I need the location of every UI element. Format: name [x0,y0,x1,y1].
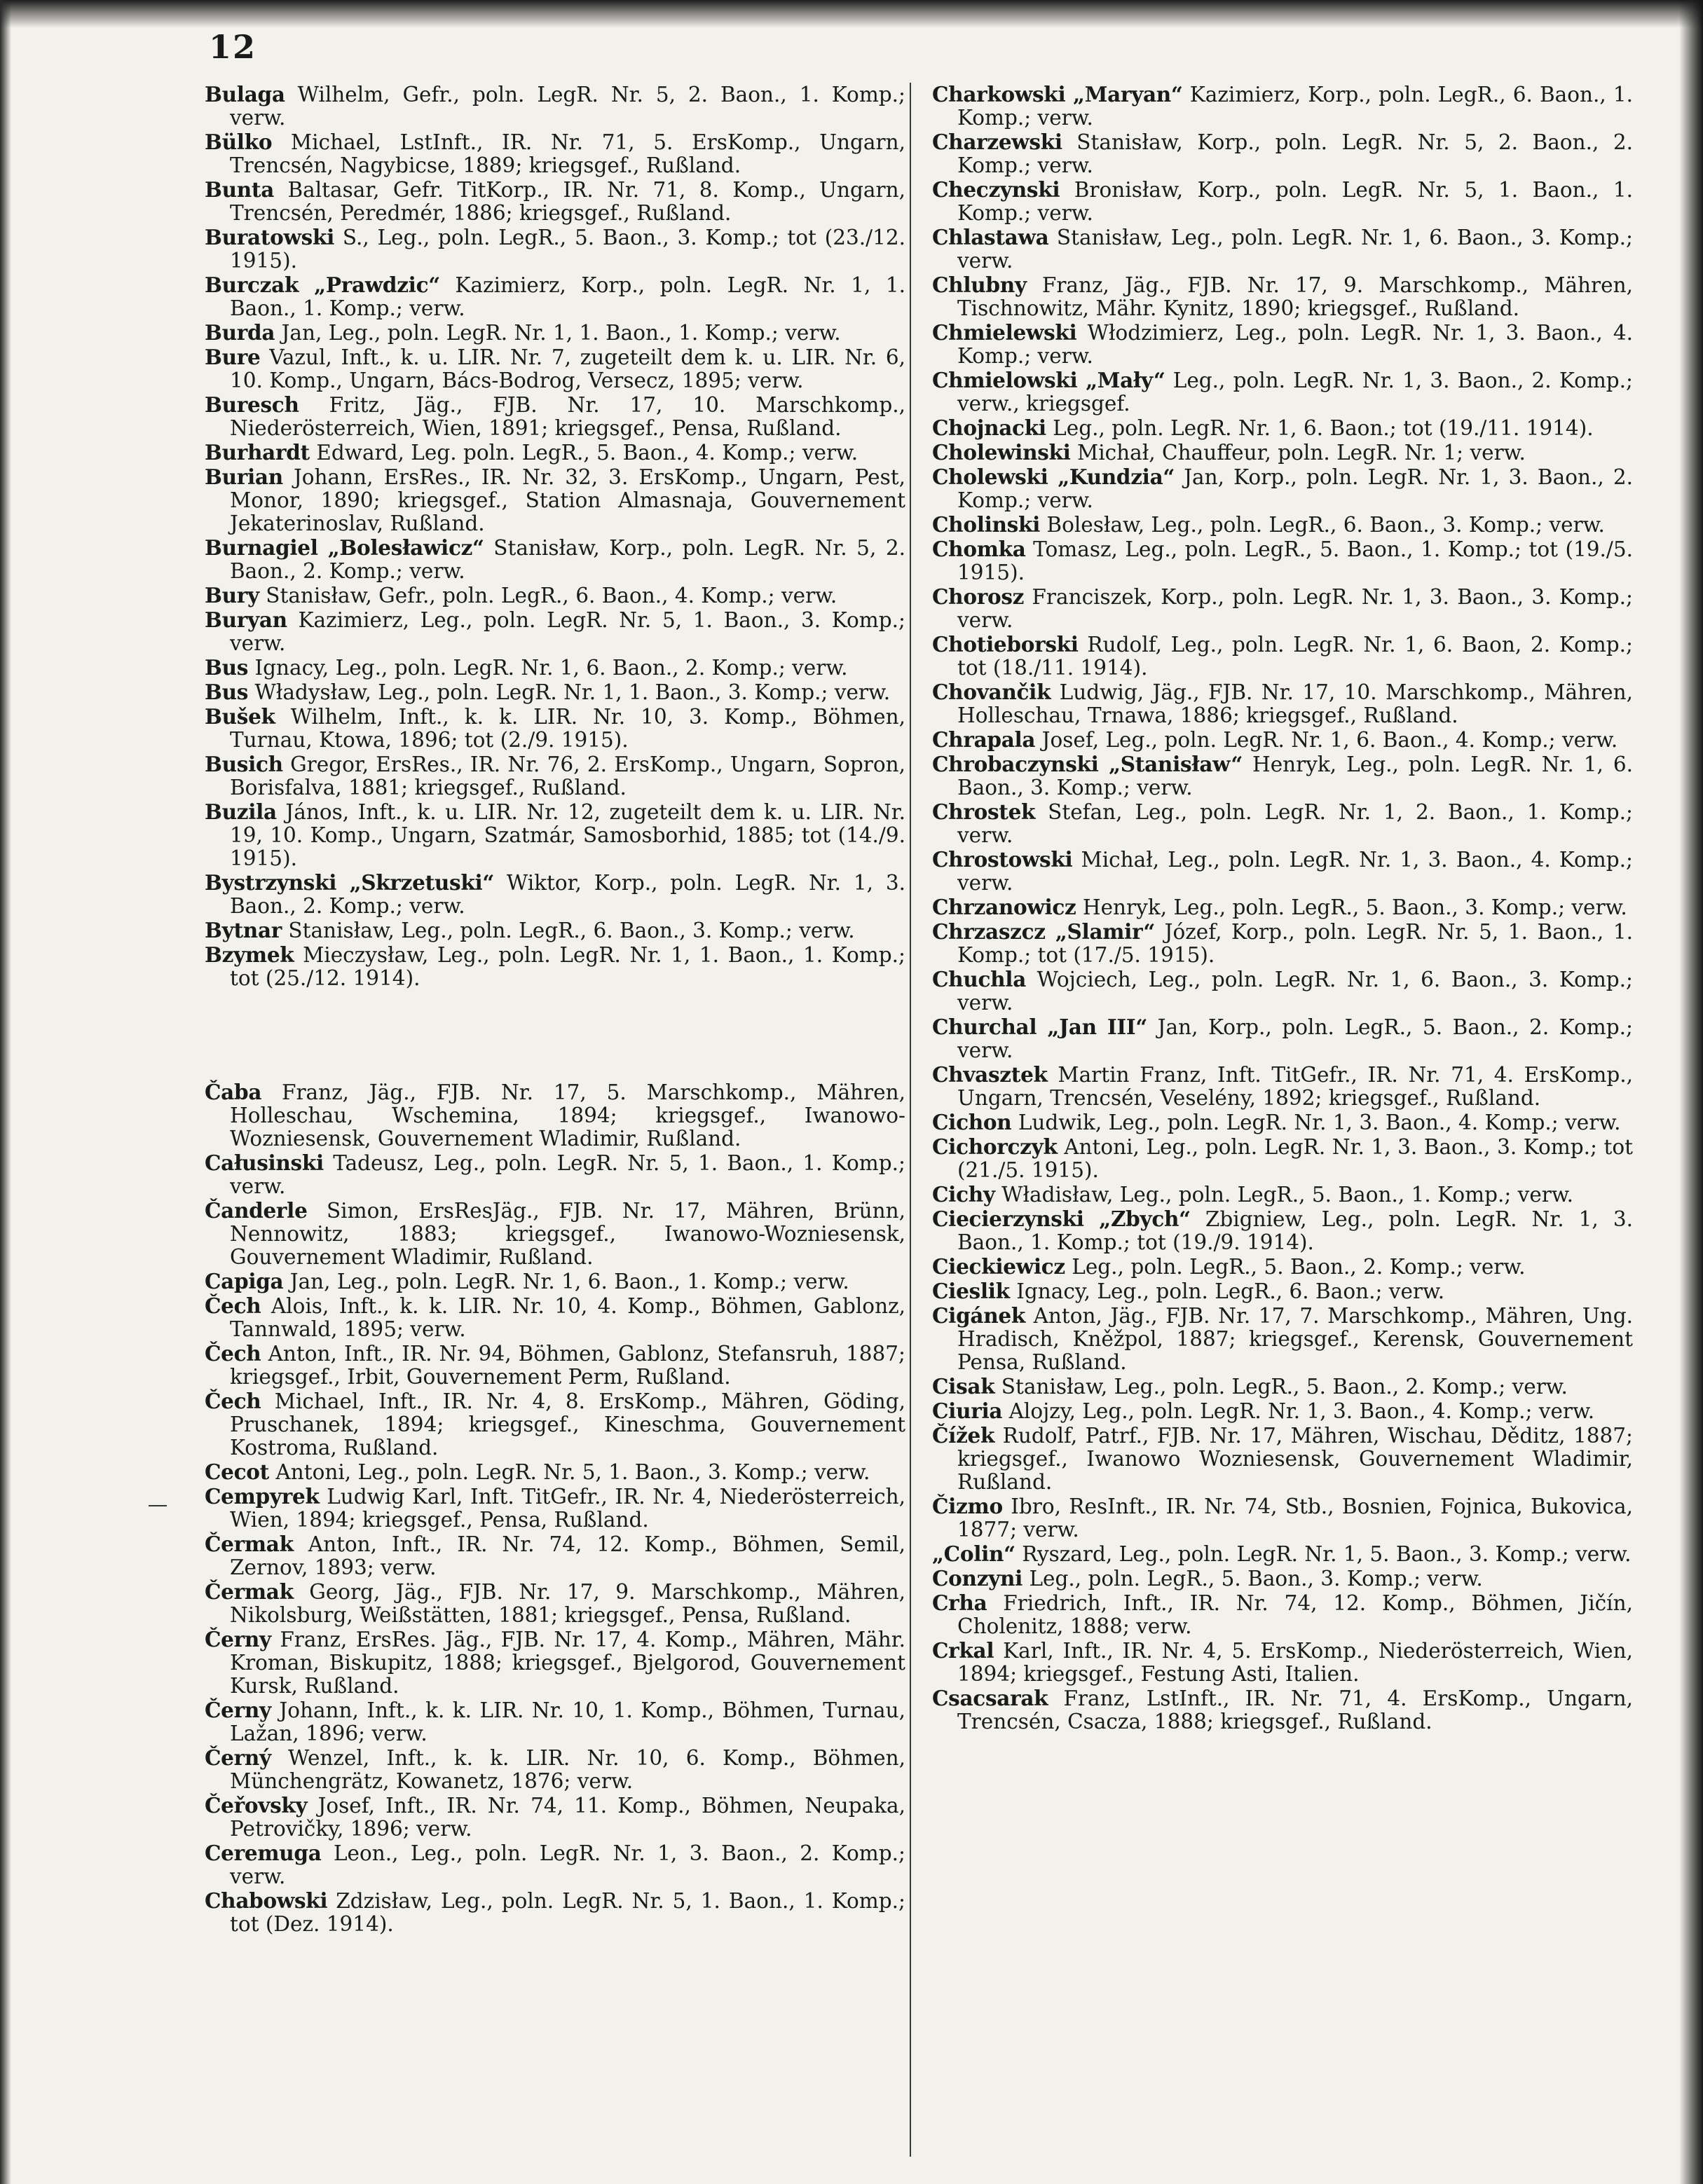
entry-surname: Busich [205,752,283,776]
right-column [932,83,1633,1734]
left-column [205,83,905,1937]
entry-details: Ibro, ResInft., IR. Nr. 74, Stb., Bosnien, Fojnica, Bukovica, 1877; verw. [957,1495,1633,1541]
entry-details: Tadeusz, Leg., poln. LegR. Nr. 5, 1. Baon., 1. Komp.; verw. [230,1151,905,1198]
entry-surname: Churchal „Jan III“ [932,1015,1148,1039]
entry-details: Martin Franz, Inft. TitGefr., IR. Nr. 71, 4. ErsKomp., Ungarn, Trencsén, Veselény, 1892; kriegsgef., Rußland. [957,1063,1633,1110]
entry-details: Ignacy, Leg., poln. LegR. Nr. 1, 6. Baon., 2. Komp.; verw. [254,656,848,680]
entry-details: Henryk, Leg., poln. LegR. Nr. 1, 6. Baon., 3. Komp.; verw. [957,753,1633,799]
register-entry [205,393,905,440]
entry-surname: Bure [205,345,261,369]
register-entry [932,968,1633,1015]
margin-mark [149,1505,167,1506]
register-entry [932,178,1633,225]
register-entry [932,680,1633,727]
entry-surname: Buryan [205,607,287,632]
scan-edge-top [0,0,1703,28]
register-entry [932,1591,1633,1638]
register-entry [932,465,1633,512]
entry-details: Stanisław, Gefr., poln. LegR., 6. Baon., 4. Komp.; verw. [266,584,837,607]
entry-details: Anton, Jäg., FJB. Nr. 17, 7. Marschkomp., Mähren, Ung. Hradisch, Kněžpol, 1887; kriegsgef., Kerensk, Gouvernement Pensa, Rußland. [957,1304,1633,1374]
entry-details: Stanisław, Leg., poln. LegR., 6. Baon., 3. Komp.; verw. [288,919,855,942]
entry-surname: Burczak „Prawdzic“ [205,273,440,297]
entry-surname: Cichorczyk [932,1134,1058,1159]
entry-surname: Capiga [205,1269,284,1293]
entry-surname: Čermak [205,1532,294,1556]
entry-details: Karl, Inft., IR. Nr. 4, 5. ErsKomp., Niederösterreich, Wien, 1894; kriegsgef., Festung Asti, Italien. [957,1639,1633,1686]
entry-surname: Burda [205,320,275,345]
register-entry [205,1460,905,1484]
entry-details: Ludwig Karl, Inft. TitGefr., IR. Nr. 4, Niederösterreich, Wien, 1894; kriegsgef., Pensa, Rußland. [230,1485,905,1532]
register-entry [932,1111,1633,1134]
entry-details: Rudolf, Leg., poln. LegR. Nr. 1, 6. Baon, 2. Komp.; tot (18./11. 1914). [957,633,1633,680]
entry-details: Simon, ErsResJäg., FJB. Nr. 17, Mähren, Brünn, Nennowitz, 1883; kriegsgef., Iwanowo-Wozniesensk, Gouvernement Wladimir, Rußland. [230,1199,905,1269]
entry-surname: Checzynski [932,177,1060,202]
entry-surname: Čanderle [205,1198,308,1223]
register-entry [932,895,1633,919]
register-entry [932,1687,1633,1733]
entry-surname: Cisak [932,1374,995,1399]
register-entry [205,1746,905,1793]
entry-details: Zdzisław, Leg., poln. LegR. Nr. 5, 1. Baon., 1. Komp.; tot (Dez. 1914). [230,1889,905,1936]
entry-surname: Chrostowski [932,847,1073,872]
register-entry [205,1841,905,1888]
register-entry [932,1375,1633,1399]
register-entry [932,416,1633,440]
register-entry [205,83,905,130]
register-entry [205,1342,905,1389]
entry-surname: Buresch [205,392,299,417]
register-entry [205,753,905,799]
register-entry [932,83,1633,130]
entry-surname: Cieckiewicz [932,1254,1065,1279]
register-entry [205,536,905,583]
entry-surname: Crha [932,1591,987,1615]
register-entry [932,1304,1633,1374]
entry-surname: Chrobaczynski „Stanisław“ [932,752,1243,776]
entry-details: Wilhelm, Gefr., poln. LegR. Nr. 5, 2. Baon., 1. Komp.; verw. [230,83,905,130]
entry-details: Jan, Korp., poln. LegR., 5. Baon., 2. Komp.; verw. [957,1015,1633,1062]
register-entry [205,345,905,392]
entry-details: Fritz, Jäg., FJB. Nr. 17, 10. Marschkomp., Niederösterreich, Wien, 1891; kriegsgef., Pensa, Rußland. [230,393,905,440]
entry-details: Ludwig, Jäg., FJB. Nr. 17, 10. Marschkomp., Mähren, Holleschau, Trnawa, 1886; kriegsgef., Rußland. [957,680,1633,727]
register-entry [205,943,905,990]
entry-surname: Chrzanowicz [932,895,1076,919]
entry-details: Franz, Jäg., FJB. Nr. 17, 5. Marschkomp., Mähren, Holleschau, Wschemina, 1894; kriegsgef., Iwanowo-Wozniesensk, Gouvernement Wladimir, Rußland. [230,1080,905,1151]
register-entry [932,1255,1633,1279]
entry-surname: Bunta [205,177,275,202]
register-entry [205,1532,905,1579]
entry-surname: Buratowski [205,225,334,249]
entry-surname: Chotieborski [932,632,1079,657]
entry-surname: Ciecierzynski „Zbych“ [932,1207,1191,1231]
entry-details: Wiktor, Korp., poln. LegR. Nr. 1, 3. Baon., 2. Komp.; verw. [230,871,905,918]
scan-edge-right [1679,0,1703,2184]
register-entry [932,369,1633,415]
register-entry [932,848,1633,895]
entry-details: Georg, Jäg., FJB. Nr. 17, 9. Marschkomp., Mähren, Nikolsburg, Weißstätten, 1881; kriegsgef., Pensa, Rußland. [230,1580,905,1627]
entry-surname: Chmielowski „Mały“ [932,368,1165,392]
entry-details: Vazul, Inft., k. u. LIR. Nr. 7, zugeteilt dem k. u. LIR. Nr. 6, 10. Komp., Ungarn, Bács-Bodrog, Versecz, 1895; verw. [230,345,905,392]
entry-details: Antoni, Leg., poln. LegR. Nr. 1, 3. Baon., 3. Komp.; tot (21./5. 1915). [957,1135,1633,1182]
register-entry [932,1542,1633,1566]
register-entry [932,1063,1633,1110]
register-entry [205,321,905,345]
entry-surname: Bytnar [205,918,282,942]
register-entry [932,1424,1633,1494]
entry-details: Stanisław, Korp., poln. LegR. Nr. 5, 2. Baon., 2. Komp.; verw. [230,536,905,583]
entry-details: Ludwik, Leg., poln. LegR. Nr. 1, 3. Baon., 4. Komp.; verw. [1018,1111,1621,1134]
register-entry [205,656,905,680]
entry-details: Franciszek, Korp., poln. LegR. Nr. 1, 3. Baon., 3. Komp.; verw. [957,585,1633,632]
register-entry [205,1270,905,1293]
register-entry [932,273,1633,320]
register-entry [932,1183,1633,1207]
entry-surname: Chmielewski [932,320,1077,345]
register-entry [205,1485,905,1532]
entry-surname: Cichy [932,1182,995,1207]
entry-surname: Čech [205,1293,261,1318]
register-entry [932,1495,1633,1541]
entry-details: Władysław, Leg., poln. LegR. Nr. 1, 1. Baon., 3. Komp.; verw. [254,680,891,704]
entry-details: Mieczysław, Leg., poln. LegR. Nr. 1, 1. Baon., 1. Komp.; tot (25./12. 1914). [230,943,905,990]
entry-details: Edward, Leg. poln. LegR., 5. Baon., 4. Komp.; verw. [316,441,859,465]
register-entry [932,1639,1633,1686]
register-entry [205,1628,905,1698]
entry-surname: Ciuria [932,1399,1003,1423]
entry-surname: Čech [205,1389,261,1413]
entry-details: Stefan, Leg., poln. LegR. Nr. 1, 2. Baon., 1. Komp.; verw. [957,800,1633,847]
entry-details: Stanisław, Korp., poln. LegR. Nr. 5, 2. Baon., 2. Komp.; verw. [957,130,1633,177]
register-entry [932,130,1633,177]
entry-surname: Burnagiel „Bolesławicz“ [205,535,484,560]
entry-details: Zbigniew, Leg., poln. LegR. Nr. 1, 3. Baon., 1. Komp.; tot (19./9. 1914). [957,1207,1633,1254]
register-entry [205,608,905,655]
entry-surname: Chlubny [932,273,1027,297]
entry-surname: Conzyni [932,1566,1023,1591]
entry-details: Jan, Leg., poln. LegR. Nr. 1, 6. Baon., 1. Komp.; verw. [289,1270,849,1293]
entry-surname: Cichon [932,1110,1012,1134]
register-entry [205,226,905,273]
entry-surname: Chrapala [932,727,1036,752]
entry-details: Leg., poln. LegR. Nr. 1, 6. Baon.; tot (19./11. 1914). [1053,416,1594,440]
register-entry [932,226,1633,273]
register-entry [932,585,1633,632]
register-entry [205,1199,905,1269]
entry-surname: Buzila [205,799,277,824]
register-entry [205,441,905,465]
register-entry [205,1698,905,1745]
register-entry [205,680,905,704]
register-entry [205,273,905,320]
entry-details: Johann, ErsRes., IR. Nr. 32, 3. ErsKomp., Ungarn, Pest, Monor, 1890; kriegsgef., Station Almasnaja, Gouvernement Jekaterinoslav, Rußland. [230,465,905,535]
entry-details: Kazimierz, Leg., poln. LegR. Nr. 5, 1. Baon., 3. Komp.; verw. [230,608,905,655]
entry-surname: Cigánek [932,1303,1025,1328]
register-entry [932,633,1633,680]
entry-details: Bolesław, Leg., poln. LegR., 6. Baon., 3. Komp.; verw. [1046,513,1605,537]
entry-details: Leon., Leg., poln. LegR. Nr. 1, 3. Baon., 2. Komp.; verw. [230,1841,905,1888]
entry-details: Tomasz, Leg., poln. LegR., 5. Baon., 1. Komp.; tot (19./5. 1915). [957,537,1633,584]
entry-details: Franz, ErsRes. Jäg., FJB. Nr. 17, 4. Komp., Mähren, Mähr. Kroman, Biskupitz, 1888; kriegsgef., Bjelgorod, Gouvernement Kursk, Rußland. [230,1628,905,1698]
entry-surname: Čaba [205,1080,262,1104]
register-entry [205,1080,905,1151]
register-entry [932,920,1633,967]
register-entry [932,1279,1633,1303]
entry-surname: Csacsarak [932,1686,1048,1710]
entry-surname: Bülko [205,130,273,154]
entry-surname: Bzymek [205,942,294,967]
register-entry [932,1135,1633,1182]
register-entry [205,178,905,225]
entry-surname: Charzewski [932,130,1062,154]
register-entry [205,1580,905,1627]
register-entry [205,800,905,870]
entry-details: Antoni, Leg., poln. LegR. Nr. 5, 1. Baon., 3. Komp.; verw. [275,1460,870,1484]
entry-surname: Charkowski „Maryan“ [932,82,1183,107]
entry-details: Anton, Inft., IR. Nr. 74, 12. Komp., Böhmen, Semil, Zernov, 1893; verw. [230,1532,905,1579]
section-gap [205,991,905,1080]
entry-details: János, Inft., k. u. LIR. Nr. 12, zugeteilt dem k. u. LIR. Nr. 19, 10. Komp., Ungarn, Szatmár, Samosborhid, 1885; tot (14./9. 1915). [230,800,905,870]
register-entry [932,1015,1633,1062]
entry-details: Henryk, Leg., poln. LegR., 5. Baon., 3. Komp.; verw. [1082,895,1627,919]
register-entry [932,441,1633,465]
register-entry [205,919,905,942]
entry-surname: Cholewinski [932,440,1071,465]
entry-surname: Cecot [205,1460,270,1484]
entry-surname: Čeřovsky [205,1793,308,1818]
page-number: 12 [209,28,257,66]
entry-details: Jan, Leg., poln. LegR. Nr. 1, 1. Baon., 1. Komp.; verw. [281,321,841,345]
entry-details: Włodzimierz, Leg., poln. LegR. Nr. 1, 3. Baon., 4. Komp.; verw. [957,321,1633,368]
register-entry [205,584,905,607]
register-entry [932,1207,1633,1254]
entry-details: Kazimierz, Korp., poln. LegR., 6. Baon., 1. Komp.; verw. [957,83,1633,130]
entry-details: Friedrich, Inft., IR. Nr. 74, 12. Komp., Böhmen, Jičín, Cholenitz, 1888; verw. [957,1591,1633,1638]
register-entry [205,871,905,918]
entry-details: Stanisław, Leg., poln. LegR., 5. Baon., 2. Komp.; verw. [1001,1375,1568,1399]
entry-surname: Bušek [205,704,275,729]
entry-details: Josef, Leg., poln. LegR. Nr. 1, 6. Baon., 4. Komp.; verw. [1041,728,1618,752]
entry-surname: Chrzaszcz „Slamir“ [932,919,1156,944]
entry-surname: „Colin“ [932,1541,1015,1566]
entry-surname: Černy [205,1698,271,1722]
entry-details: Michał, Leg., poln. LegR. Nr. 1, 3. Baon., 4. Komp.; verw. [957,848,1633,895]
entry-details: Wenzel, Inft., k. k. LIR. Nr. 10, 6. Komp., Böhmen, Münchengrätz, Kowanetz, 1876; verw. [230,1746,905,1793]
entry-surname: Burian [205,465,283,489]
register-entry [205,1294,905,1341]
register-entry [205,1151,905,1198]
entry-details: Leg., poln. LegR., 5. Baon., 3. Komp.; verw. [1029,1567,1483,1591]
entry-surname: Čizmo [932,1494,1003,1518]
column-divider [910,83,911,2157]
entry-details: Kazimierz, Korp., poln. LegR. Nr. 1, 1. Baon., 1. Komp.; verw. [230,273,905,320]
entry-surname: Černy [205,1627,271,1651]
entry-details: Alois, Inft., k. k. LIR. Nr. 10, 4. Komp., Böhmen, Gablonz, Tannwald, 1895; verw. [230,1294,905,1341]
entry-surname: Čížek [932,1423,995,1448]
entry-details: Władisław, Leg., poln. LegR., 5. Baon., 1. Komp.; verw. [1001,1183,1574,1207]
register-entry [205,130,905,177]
entry-details: Wojciech, Leg., poln. LegR. Nr. 1, 6. Baon., 3. Komp.; verw. [957,968,1633,1015]
entry-details: Wilhelm, Inft., k. k. LIR. Nr. 10, 3. Komp., Böhmen, Turnau, Ktowa, 1896; tot (2./9. 1915). [230,705,905,752]
entry-surname: Bus [205,655,249,680]
register-entry [932,321,1633,368]
entry-surname: Bus [205,680,249,704]
register-entry [205,1389,905,1460]
entry-surname: Chovančik [932,680,1051,704]
register-entry [932,728,1633,752]
entry-details: Bronisław, Korp., poln. LegR. Nr. 5, 1. Baon., 1. Komp.; verw. [957,178,1633,225]
entry-details: Leg., poln. LegR., 5. Baon., 2. Komp.; verw. [1072,1255,1526,1279]
entry-details: Michał, Chauffeur, poln. LegR. Nr. 1; verw. [1076,441,1526,465]
entry-surname: Cempyrek [205,1484,320,1509]
entry-surname: Całusinski [205,1151,324,1175]
register-entry [932,513,1633,537]
register-entry [205,705,905,752]
entry-surname: Chomka [932,537,1026,561]
entry-surname: Čermak [205,1579,294,1604]
entry-surname: Černý [205,1745,271,1770]
entry-surname: Ceremuga [205,1841,322,1865]
entry-surname: Chvasztek [932,1062,1048,1087]
entry-details: Michael, Inft., IR. Nr. 4, 8. ErsKomp., Mähren, Göding, Pruschanek, 1894; kriegsgef., Kineschma, Gouvernement Kostroma, Rußland. [230,1389,905,1460]
entry-details: Johann, Inft., k. k. LIR. Nr. 10, 1. Komp., Böhmen, Turnau, Lažan, 1896; verw. [230,1698,905,1745]
entry-details: Alojzy, Leg., poln. LegR. Nr. 1, 3. Baon., 4. Komp.; verw. [1008,1399,1595,1423]
entry-details: Ignacy, Leg., poln. LegR., 6. Baon.; verw. [1016,1279,1445,1303]
entry-details: Leg., poln. LegR. Nr. 1, 3. Baon., 2. Komp.; verw., kriegsgef. [957,369,1634,415]
entry-details: S., Leg., poln. LegR., 5. Baon., 3. Komp.; tot (23./12. 1915). [230,226,905,273]
entry-details: Franz, LstInft., IR. Nr. 71, 4. ErsKomp., Ungarn, Trencsén, Csacza, 1888; kriegsgef., Rußland. [957,1687,1633,1733]
entry-surname: Chlastawa [932,225,1049,249]
register-entry [205,465,905,535]
entry-surname: Chabowski [205,1888,328,1913]
entry-details: Baltasar, Gefr. TitKorp., IR. Nr. 71, 8. Komp., Ungarn, Trencsén, Peredmér, 1886; kriegsgef., Rußland. [230,178,905,225]
entry-surname: Burhardt [205,440,310,465]
entry-surname: Čech [205,1341,261,1366]
entry-details: Ryszard, Leg., poln. LegR. Nr. 1, 5. Baon., 3. Komp.; verw. [1022,1542,1632,1566]
scan-edge-left [0,0,11,2184]
entry-surname: Chojnacki [932,415,1046,440]
entry-details: Jan, Korp., poln. LegR. Nr. 1, 3. Baon., 2. Komp.; verw. [957,465,1633,512]
entry-surname: Bury [205,583,259,607]
entry-details: Franz, Jäg., FJB. Nr. 17, 9. Marschkomp., Mähren, Tischnowitz, Mähr. Kynitz, 1890; kriegsgef., Rußland. [957,273,1633,320]
register-entry [932,1567,1633,1591]
entry-details: Gregor, ErsRes., IR. Nr. 76, 2. ErsKomp., Ungarn, Sopron, Borisfalva, 1881; kriegsgef., Rußland. [230,753,905,799]
entry-surname: Crkal [932,1638,994,1663]
entry-surname: Cholewski „Kundzia“ [932,465,1175,489]
entry-details: Rudolf, Patrf., FJB. Nr. 17, Mähren, Wischau, Děditz, 1887; kriegsgef., Iwanowo Wozniesensk, Gouvernement Wladimir, Rußland. [957,1424,1633,1494]
entry-surname: Cholinski [932,512,1041,537]
entry-details: Stanisław, Leg., poln. LegR. Nr. 1, 6. Baon., 3. Komp.; verw. [957,226,1633,273]
register-entry [205,1794,905,1841]
entry-details: Michael, LstInft., IR. Nr. 71, 5. ErsKomp., Ungarn, Trencsén, Nagybicse, 1889; kriegsgef., Rußland. [230,130,905,177]
register-entry [932,537,1633,584]
register-entry [932,753,1633,799]
register-entry [932,1399,1633,1423]
entry-surname: Chuchla [932,967,1027,991]
entry-surname: Chorosz [932,584,1025,609]
entry-surname: Bystrzynski „Skrzetuski“ [205,870,495,895]
register-entry [205,1889,905,1936]
entry-surname: Bulaga [205,82,285,107]
entry-details: Józef, Korp., poln. LegR. Nr. 5, 1. Baon., 1. Komp.; tot (17./5. 1915). [957,920,1633,967]
entry-surname: Cieslik [932,1279,1010,1303]
entry-surname: Chrostek [932,799,1036,824]
register-entry [932,800,1633,847]
entry-details: Anton, Inft., IR. Nr. 94, Böhmen, Gablonz, Stefansruh, 1887; kriegsgef., Irbit, Gouvernement Perm, Rußland. [230,1342,905,1389]
entry-details: Josef, Inft., IR. Nr. 74, 11. Komp., Böhmen, Neupaka, Petrovičky, 1896; verw. [230,1794,905,1841]
